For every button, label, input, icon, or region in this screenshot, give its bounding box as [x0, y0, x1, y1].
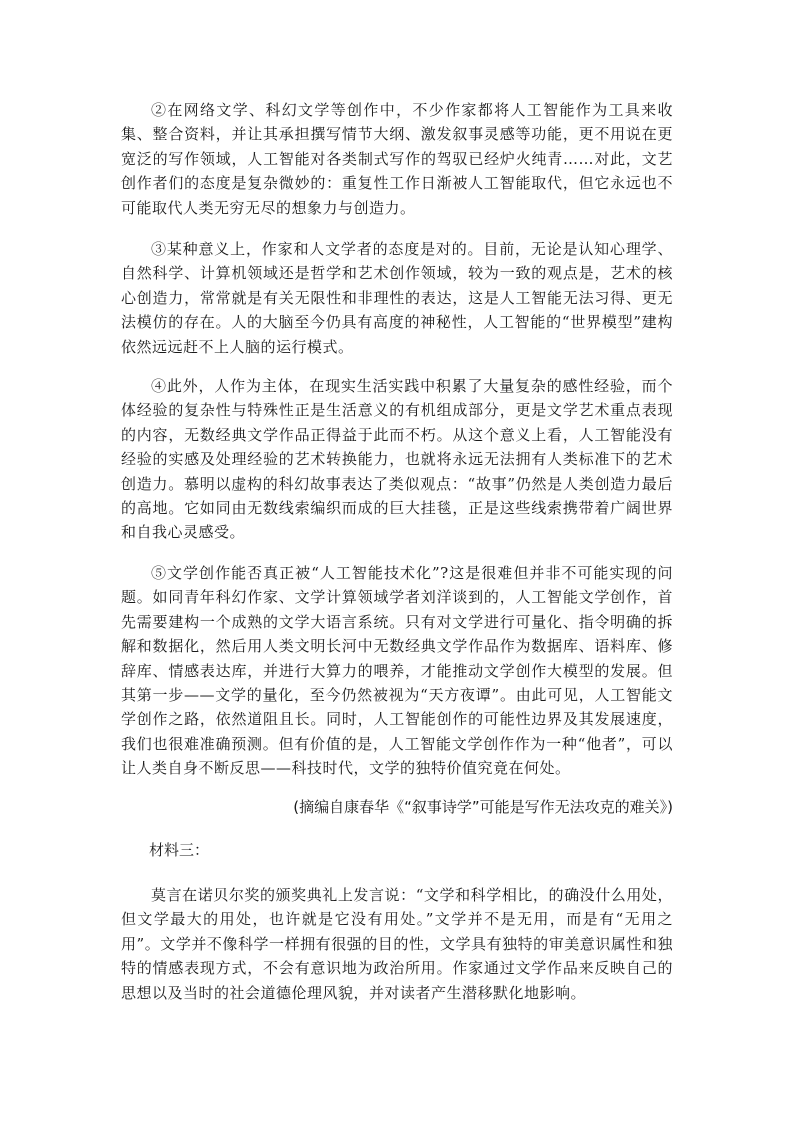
paragraph-2: ②在网络文学、科幻文学等创作中，不少作家都将人工智能作为工具来收集、整合资料，并让其承担撰写情节大纲、激发叙事灵感等功能，更不用说在更宽泛的写作领域，人工智能对各类制式写作的驾驭已经炉火纯青……对此，文艺创作者们的态度是复杂微妙的：重复性工作日渐被人工智能取代，但它永远也不可能取代人类无穷无尽的想象力与创造力。 — [121, 101, 673, 217]
paragraph-3: ③某种意义上，作家和人文学者的态度是对的。目前，无论是认知心理学、自然科学、计算机领域还是哲学和艺术创作领域，较为一致的观点是，艺术的核心创造力，常常就是有关无限性和非理性的表达，这是人工智能无法习得、更无法模仿的存在。人的大脑至今仍具有高度的神秘性，人工智能的“世界模型”建构依然远远赶不上人脑的运行模式。 — [121, 240, 673, 356]
paragraph-5: ⑤文学创作能否真正被“人工智能技术化”?这是很难但并非不可能实现的问题。如同青年科幻作家、文学计算领域学者刘洋谈到的，人工智能文学创作，首先需要建构一个成熟的文学大语言系统。只有对文学进行可量化、指令明确的拆解和数据化，然后用人类文明长河中无数经典文学作品作为数据库、语料库、修辞库、情感表达库，并进行大算力的喂养，才能推动文学创作大模型的发展。但其第一步——文学的量化，至今仍然被视为“天方夜谭”。由此可见，人工智能文学创作之路，依然道阻且长。同时，人工智能创作的可能性边界及其发展速度，我们也很难准确预测。但有价值的是，人工智能文学创作作为一种“他者”，可以让人类自身不断反思——科技时代，文学的独特价值究竟在何处。 — [121, 564, 673, 778]
material-three-paragraph: 莫言在诺贝尔奖的颁奖典礼上发言说：“文学和科学相比，的确没什么用处，但文学最大的用处，也许就是它没有用处。”文学并不是无用，而是有“无用之用”。文学并不像科学一样拥有很强的目的性，文学具有独特的审美意识属性和独特的情感表现方式，不会有意识地为政治所用。作家通过文学作品来反映自己的思想以及当时的社会道德伦理风貌，并对读者产生潜移默化地影响。 — [121, 886, 673, 1002]
material-three-heading: 材料三： — [149, 841, 210, 859]
paragraph-4: ④此外，人作为主体，在现实生活实践中积累了大量复杂的感性经验，而个体经验的复杂性与特殊性正是生活意义的有机组成部分，更是文学艺术重点表现的内容，无数经典文学作品正得益于此而不朽。从这个意义上看，人工智能没有经验的实感及处理经验的艺术转换能力，也就将永远无法拥有人类标准下的艺术创造力。慕明以虚构的科幻故事表达了类似观点：“故事”仍然是人类创造力最后的高地。它如同由无数线索编织而成的巨大挂毯，正是这些线索携带着广阔世界和自我心灵感受。 — [121, 377, 673, 542]
source-citation: (摘编自康春华《“叙事诗学”可能是写作无法攻克的难关》) — [293, 798, 673, 816]
